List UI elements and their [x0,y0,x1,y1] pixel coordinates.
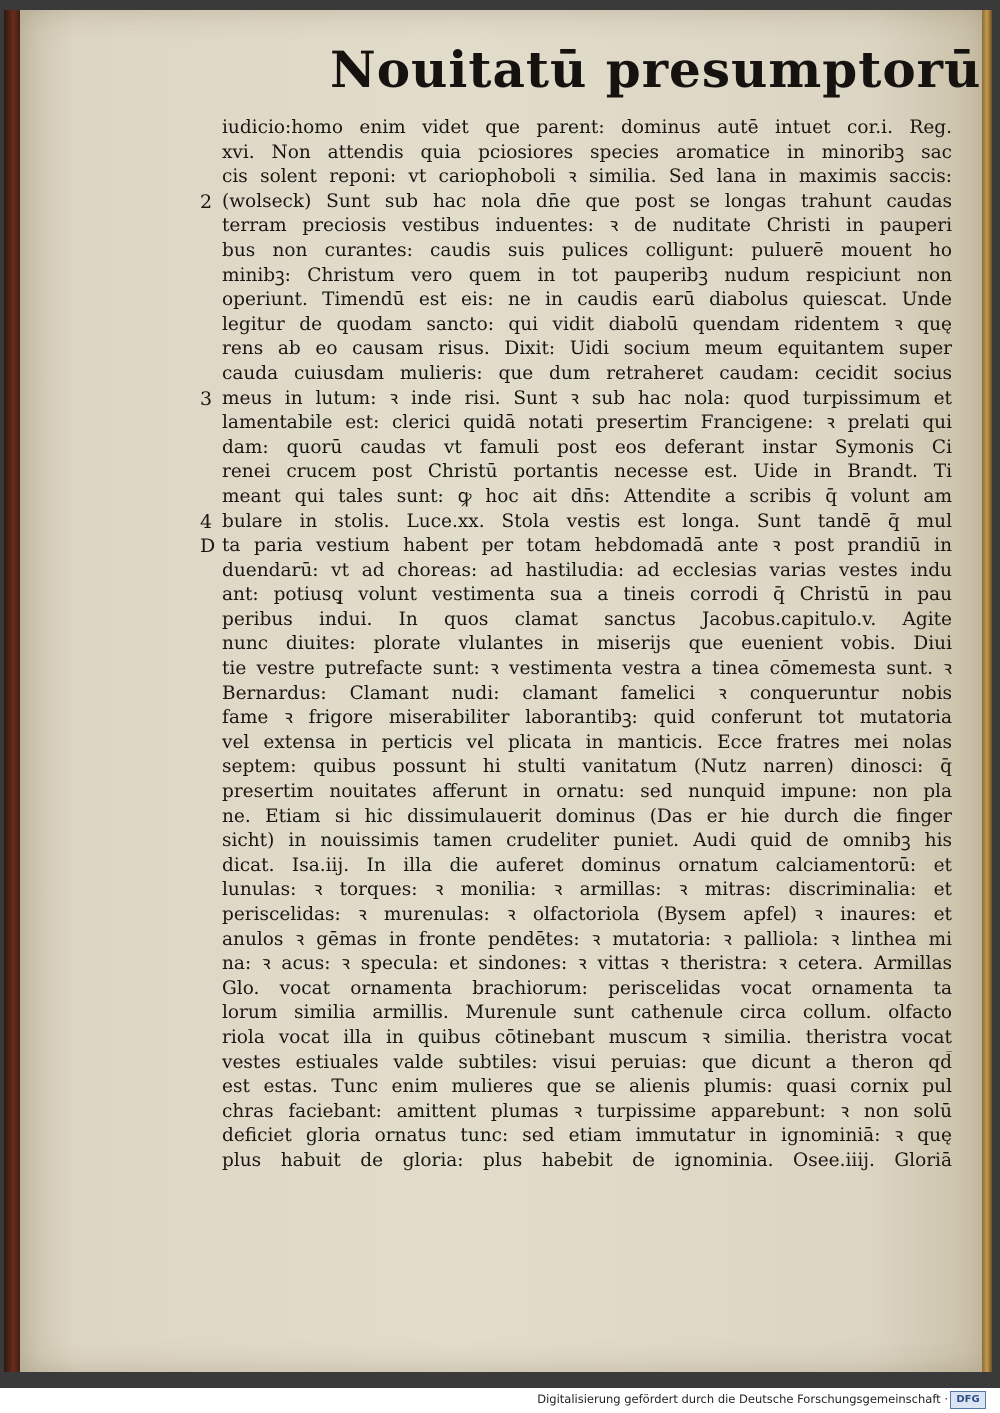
text-line: Bernardus: Clamant nudi: clamant famelici ꝛ conqueruntur nobis [222,682,952,704]
margin-note: 2 [200,190,213,213]
text-line: (wolseck) Sunt sub hac nola dn̄e que post se longas trahunt caudas [222,190,952,212]
funding-credit: Digitalisierung gefördert durch die Deutsche Forschungsgemeinschaft · [537,1392,948,1406]
text-line: periscelidas: ꝛ murenulas: ꝛ olfactoriola (Bysem apfel) ꝛ inaures: et [222,904,952,925]
text-line: dam: quorū caudas vt famuli post eos deferant instar Symonis Ci [222,436,952,458]
text-line: riola vocat illa in quibus cōtinebant muscum ꝛ similia. theristra vocat [222,1026,952,1048]
text-line: dicat. Isa.iij. In illa die auferet dominus ornatum calciamentorū: et [222,854,952,876]
text-line: ant: potiusq̧ volunt vestimenta sua a tineis corrodi q̄ Christū in pau [222,584,952,606]
text-line: lamentabile est: clerici quidā notati presertim Francigene: ꝛ prelati qui [222,412,952,434]
text-line: minibꝫ: Christum vero quem in tot pauperibꝫ nudum respiciunt non [222,264,952,286]
text-line: tie vestre putrefacte sunt: ꝛ vestimenta vestra a tinea cōmemesta sunt. ꝛ [222,658,952,680]
text-line: presertim nouitates afferunt in ornatu: sed nunquid impune: non pla [222,781,952,803]
text-line: vestes estiuales valde subtiles: visui peruias: que dicunt a theron qd̄ [222,1051,952,1073]
text-line: rens ab eo causam risus. Dixit: Uidi socium meum equitantem super [222,338,952,360]
footer-bar [0,1388,1000,1413]
text-line: fame ꝛ frigore miserabiliter laborantibꝫ: quid conferunt tot mutatoria [222,707,952,729]
margin-note: D [200,535,216,558]
text-line: plus habuit de gloria: plus habebit de ignominia. Osee.iiij. Gloriā [222,1149,952,1171]
text-line: operiunt. Timendū est eis: ne in caudis earū diabolus quiescat. Unde [222,289,952,311]
text-line: duendarū: vt ad choreas: ad hastiludia: ad ecclesias varias vestes indu [222,559,952,581]
dfg-logo-icon: DFG [950,1391,986,1409]
text-line: legitur de quodam sancto: qui vidit diabolū quendam ridentem ꝛ quę [222,313,952,335]
text-line: nunc diuites: plorate vlulantes in miserijs que euenient vobis. Diui [222,633,952,655]
text-line: chras faciebant: amittent plumas ꝛ turpissime apparebunt: ꝛ non solū [222,1100,952,1122]
text-line: cauda cuiusdam mulieris: que dum retraheret caudam: cecidit socius [222,362,952,384]
margin-note: 3 [200,387,213,410]
running-header: Nouitatū presumptorū [330,40,982,99]
page-gilt-edge [982,10,992,1372]
text-line: septem: quibus possunt hi stulti vanitatum (Nutz narren) dinosci: q̄ [222,756,952,778]
text-line: meant qui tales sunt: ꝙ hoc ait dn̄s: Attendite a scribis q̄ volunt am [222,485,952,507]
text-line: iudicio:homo enim videt que parent: dominus autē intuet cor.i. Reg. [222,117,952,138]
text-line: ne. Etiam si hic dissimulauerit dominus (Das er hie durch die finger [222,805,952,827]
text-line: est estas. Tunc enim mulieres que se alienis plumis: quasi cornix pul [222,1076,952,1098]
text-line: vel extensa in perticis vel plicata in manticis. Ecce fratres mei nolas [222,731,952,753]
text-line: anulos ꝛ gēmas in fronte pendētes: ꝛ mutatoria: ꝛ palliola: ꝛ linthea mi [222,928,952,950]
text-line: meus in lutum: ꝛ inde risi. Sunt ꝛ sub hac nola: quod turpissimum et [222,387,952,409]
text-line: peribus indui. In quos clamat sanctus Jacobus.capitulo.v. Agite [222,608,952,630]
text-line: lunulas: ꝛ torques: ꝛ monilia: ꝛ armillas: ꝛ mitras: discriminalia: et [222,879,952,901]
text-line: cis solent reponi: vt cariophoboli ꝛ similia. Sed lana in maximis saccis: [222,166,952,188]
text-line: ta paria vestium habent per totam hebdomadā ante ꝛ post prandiū in [222,535,952,557]
text-line: deficiet gloria ornatus tunc: sed etiam immutatur in ignominiā: ꝛ quę [222,1125,952,1147]
text-line: renei crucem post Christū portantis necesse est. Uide in Brandt. Ti [222,461,952,483]
margin-note: 4 [200,510,213,533]
text-line: Glo. vocat ornamenta brachiorum: periscelidas vocat ornamenta ta [222,977,952,999]
text-line: sicht) in nouissimis tamen crudeliter puniet. Audi quid de omnibꝫ his [222,830,952,852]
text-line: na: ꝛ acus: ꝛ specula: et sindones: ꝛ vittas ꝛ theristra: ꝛ cetera. Armillas [222,953,952,975]
text-line: xvi. Non attendis quia pciosiores species aromatice in minoribꝫ sac [222,141,952,163]
text-line: bus non curantes: caudis suis pulices colligunt: puluerē mouent ho [222,239,952,261]
text-line: bulare in stolis. Luce.xx. Stola vestis est longa. Sunt tandē q̄ mul [222,510,952,532]
text-line: terram preciosis vestibus induentes: ꝛ de nuditate Christi in pauperi [222,215,952,237]
book-spine-edge [4,10,20,1372]
body-text [222,116,952,1174]
text-line: lorum similia armillis. Murenule sunt cathenule circa collum. olfacto [222,1002,952,1024]
